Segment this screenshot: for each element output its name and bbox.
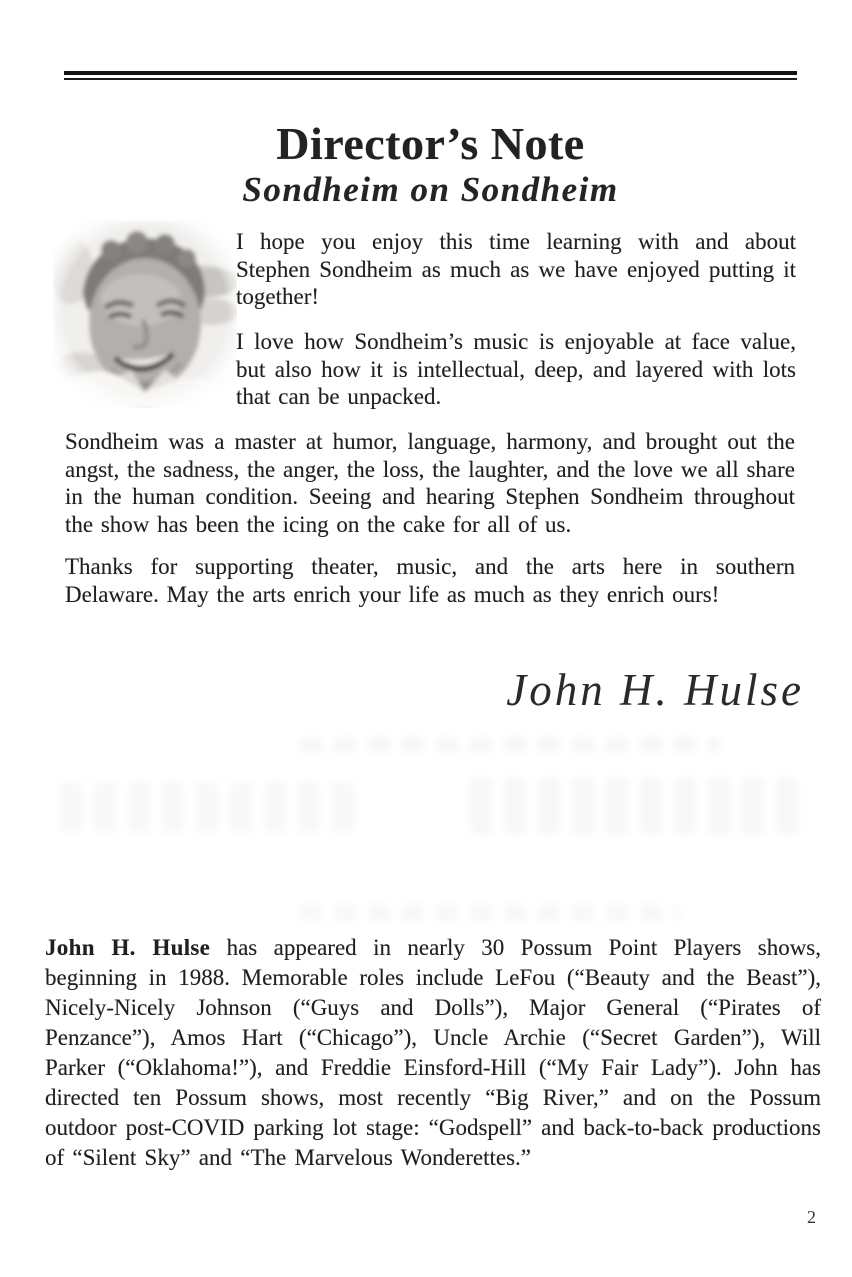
page-title: Director’s Note bbox=[276, 117, 585, 169]
scan-ghosting bbox=[60, 782, 360, 832]
top-double-rule bbox=[64, 71, 797, 80]
bio-text: has appeared in nearly 30 Possum Point Players shows, beginning in 1988. Memorable roles include LeFou (“Beauty and the Beast”), Nicely-Nicely Johnson (“Guys and Dolls”), Major General (“Pirates of Penzance”), Amos Hart (“Chicago”), Uncle Archie (“Secret Garden”), Will Parker (“Oklahoma!”), and Freddie Einsford-Hill (“My Fair Lady”). John has directed ten Possum shows, most recently “Big River,” and on the Possum outdoor post-COVID parking lot stage: “Godspell” and back-to-back productions of “Silent Sky” and “The Marvelous Wonderettes.” bbox=[45, 935, 822, 1170]
bio-paragraph bbox=[45, 933, 821, 1173]
director-photo bbox=[53, 220, 237, 408]
note-paragraph-1: I hope you enjoy this time learning with and about Stephen Sondheim as much as we have enjoyed putting it together! bbox=[236, 229, 796, 309]
note-paragraph-2: I love how Sondheim’s music is enjoyable at face value, but also how it is intellectual, deep, and layered with lots that can be unpacked. bbox=[236, 329, 796, 409]
show-subtitle: Sondheim on Sondheim bbox=[242, 170, 619, 210]
page-number: 2 bbox=[807, 1207, 816, 1227]
scan-ghosting bbox=[470, 778, 800, 834]
note-paragraph-3: Sondheim was a master at humor, language, harmony, and brought out the angst, the sadness, the anger, the loss, the laughter, and the love we all share in the human condition. Seeing and hearing Stephen Sondheim throughout the show has been the icing on the cake for all of us. bbox=[65, 429, 795, 537]
scan-ghosting bbox=[300, 738, 720, 752]
scan-ghosting bbox=[300, 905, 680, 921]
bio-name: John H. Hulse bbox=[45, 935, 211, 960]
note-paragraph-4: Thanks for supporting theater, music, and the arts here in southern Delaware. May the arts enrich your life as much as they enrich ours! bbox=[65, 554, 795, 607]
director-portrait-image bbox=[53, 220, 237, 408]
director-signature: John H. Hulse bbox=[506, 665, 804, 715]
